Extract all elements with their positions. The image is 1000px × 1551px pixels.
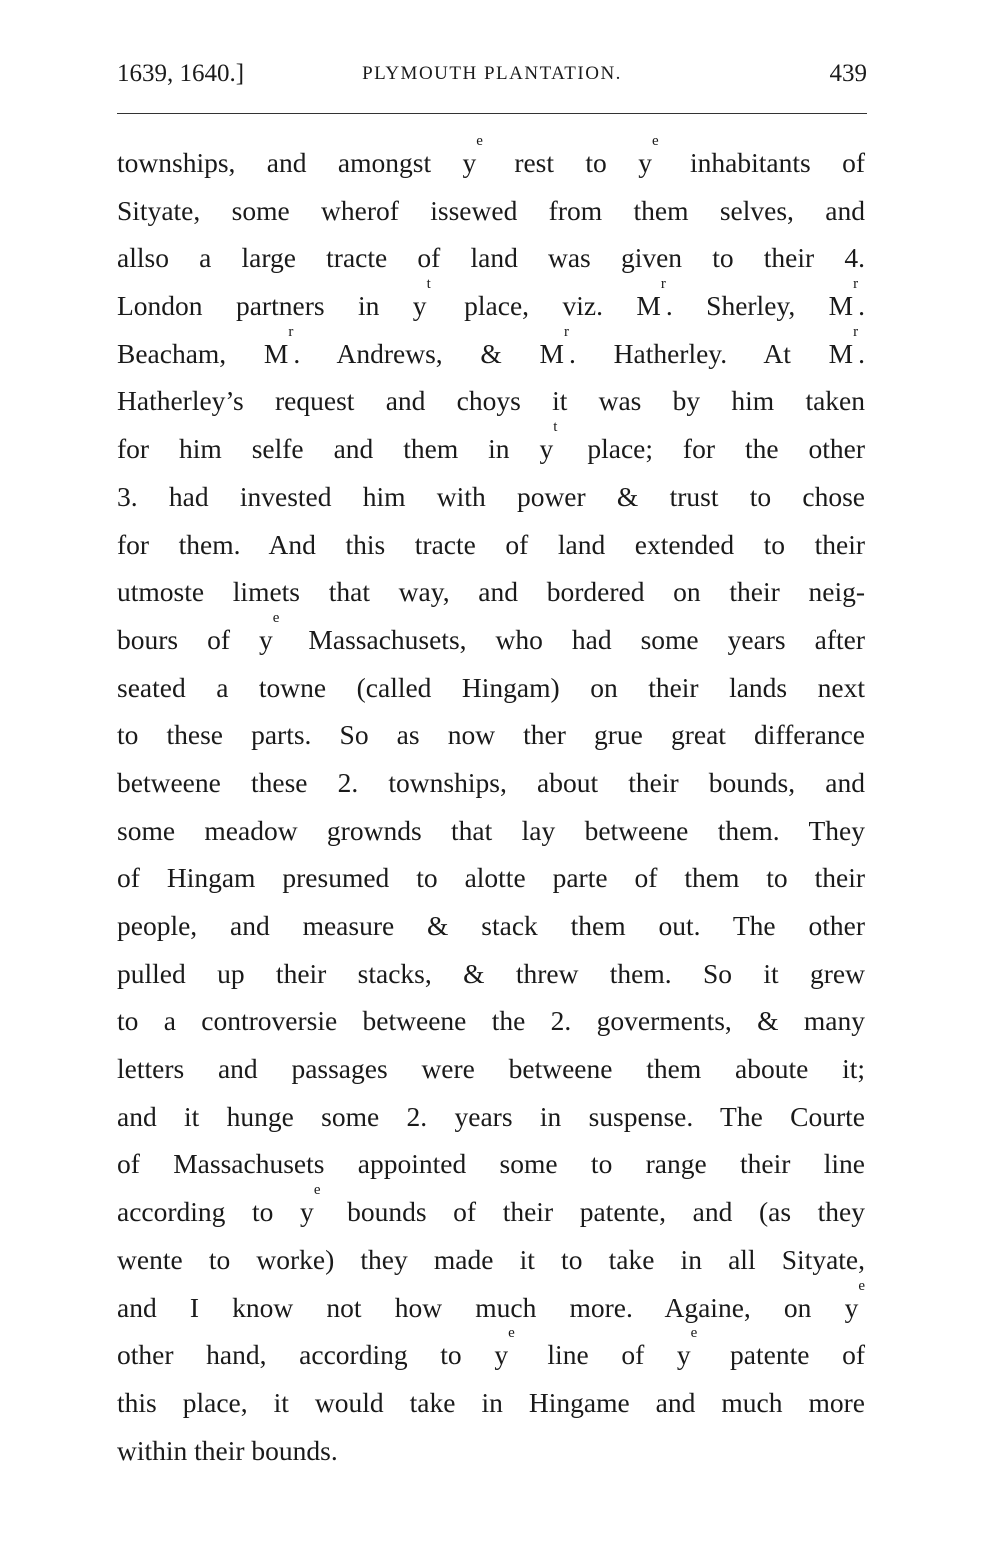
text-line (117, 609, 865, 668)
text-line (117, 525, 865, 573)
superscript: e (272, 609, 280, 626)
text-segment: allso a large tracte of land was given to their 4. (117, 242, 865, 274)
text-segment: wente to worke) they made it to take in all Sityate, (117, 1243, 865, 1275)
text-segment: place; for the other (557, 433, 865, 465)
text-segment: to these parts. So as now ther grue great differance (117, 719, 865, 751)
superscript: r (853, 276, 859, 293)
text-line (117, 954, 865, 1002)
superscript: r (564, 323, 570, 340)
text-line (117, 381, 865, 429)
text-segment: according to y (117, 1196, 314, 1228)
text-segment: seated a towne (called Hingam) on their lands next (117, 671, 865, 703)
text-segment: 3. had invested him with power & trust to chose (117, 480, 865, 512)
text-segment: townships, and amongst y (117, 147, 477, 178)
text-line (117, 1277, 865, 1336)
text-segment: of Hingam presumed to alotte parte of them to their (117, 862, 865, 894)
text-segment: other hand, according to y (117, 1339, 509, 1371)
text-segment: within their bounds. (117, 1434, 338, 1466)
text-line (117, 572, 865, 620)
superscript: r (853, 323, 859, 340)
superscript: e (651, 133, 659, 149)
text-segment: people, and measure & stack them out. The other (117, 910, 865, 941)
text-line (117, 668, 865, 716)
text-segment: to a controversie betweene the 2. goverments, & many (117, 1005, 865, 1037)
superscript: e (508, 1325, 515, 1342)
text-line (117, 1144, 865, 1192)
text-segment: and it hunge some 2. years in suspense. The Courte (117, 1100, 865, 1132)
text-line (117, 763, 865, 811)
text-line (117, 477, 865, 525)
text-line (117, 323, 865, 382)
text-line (117, 906, 865, 954)
text-segment: . Hatherley. At M (569, 337, 854, 369)
text-segment: bours of y (117, 623, 273, 655)
text-line (117, 1049, 865, 1097)
text-line (117, 1431, 865, 1479)
superscript: r (660, 276, 666, 293)
text-segment: . Andrews, & M (293, 337, 565, 369)
text-segment: of Massachusets appointed some to range their line (117, 1148, 865, 1180)
text-segment: Massachusets, who had some years after (279, 623, 865, 655)
text-segment: pulled up their stacks, & threw them. So it grew (117, 957, 865, 989)
text-segment: London partners in y (117, 290, 427, 322)
text-line (117, 133, 865, 191)
text-segment: Beacham, M (117, 337, 289, 369)
text-segment: for them. And this tracte of land extended to their (117, 528, 865, 560)
superscript: r (288, 323, 294, 340)
text-segment: letters and passages were betweene them aboute it; (117, 1053, 865, 1085)
header-rule (117, 113, 867, 114)
text-line (117, 811, 865, 859)
page-number: 439 (829, 60, 867, 87)
superscript: t (426, 276, 431, 293)
text-line (117, 191, 865, 239)
text-line (117, 276, 866, 334)
text-line (117, 1097, 865, 1145)
text-segment: patente of (697, 1339, 865, 1371)
text-line (117, 1240, 865, 1288)
text-line (117, 1001, 865, 1049)
text-segment: . Sherley, M (665, 290, 854, 322)
text-segment: rest to y (482, 147, 652, 178)
text-line (117, 1182, 865, 1240)
text-segment: Hatherley’s request and choys it was by him taken (117, 385, 865, 417)
text-segment: some meadow grownds that lay betweene them. They (117, 814, 865, 846)
text-line (117, 238, 865, 286)
text-segment: line of y (514, 1339, 691, 1371)
text-segment: utmoste limets that way, and bordered on their neig- (117, 576, 865, 608)
text-segment: place, viz. M (430, 290, 661, 322)
text-segment: inhabitants of (658, 147, 865, 178)
text-segment: . (858, 337, 865, 369)
text-line (117, 1383, 865, 1431)
header-years: 1639, 1640.] (117, 60, 245, 87)
text-line (117, 715, 865, 763)
header-title: PLYMOUTH PLANTATION. (362, 63, 622, 84)
superscript: e (313, 1182, 321, 1199)
running-header (117, 60, 867, 96)
body-text (117, 133, 866, 1478)
text-line (117, 1325, 865, 1383)
text-line (117, 419, 865, 477)
text-line (117, 858, 865, 906)
text-segment: . (858, 290, 866, 322)
text-segment: betweene these 2. townships, about their bounds, and (117, 766, 865, 798)
text-segment: bounds of their patente, and (as they (320, 1196, 865, 1228)
superscript: t (553, 419, 558, 436)
text-segment: Sityate, some wherof issewed from them selves, and (117, 194, 865, 226)
text-segment: this place, it would take in Hingame and much more (117, 1386, 865, 1418)
superscript: e (690, 1325, 698, 1342)
text-segment: for him selfe and them in y (117, 433, 554, 465)
superscript: e (858, 1277, 865, 1294)
text-segment: and I know not how much more. Againe, on y (117, 1291, 859, 1323)
superscript: e (476, 133, 483, 149)
